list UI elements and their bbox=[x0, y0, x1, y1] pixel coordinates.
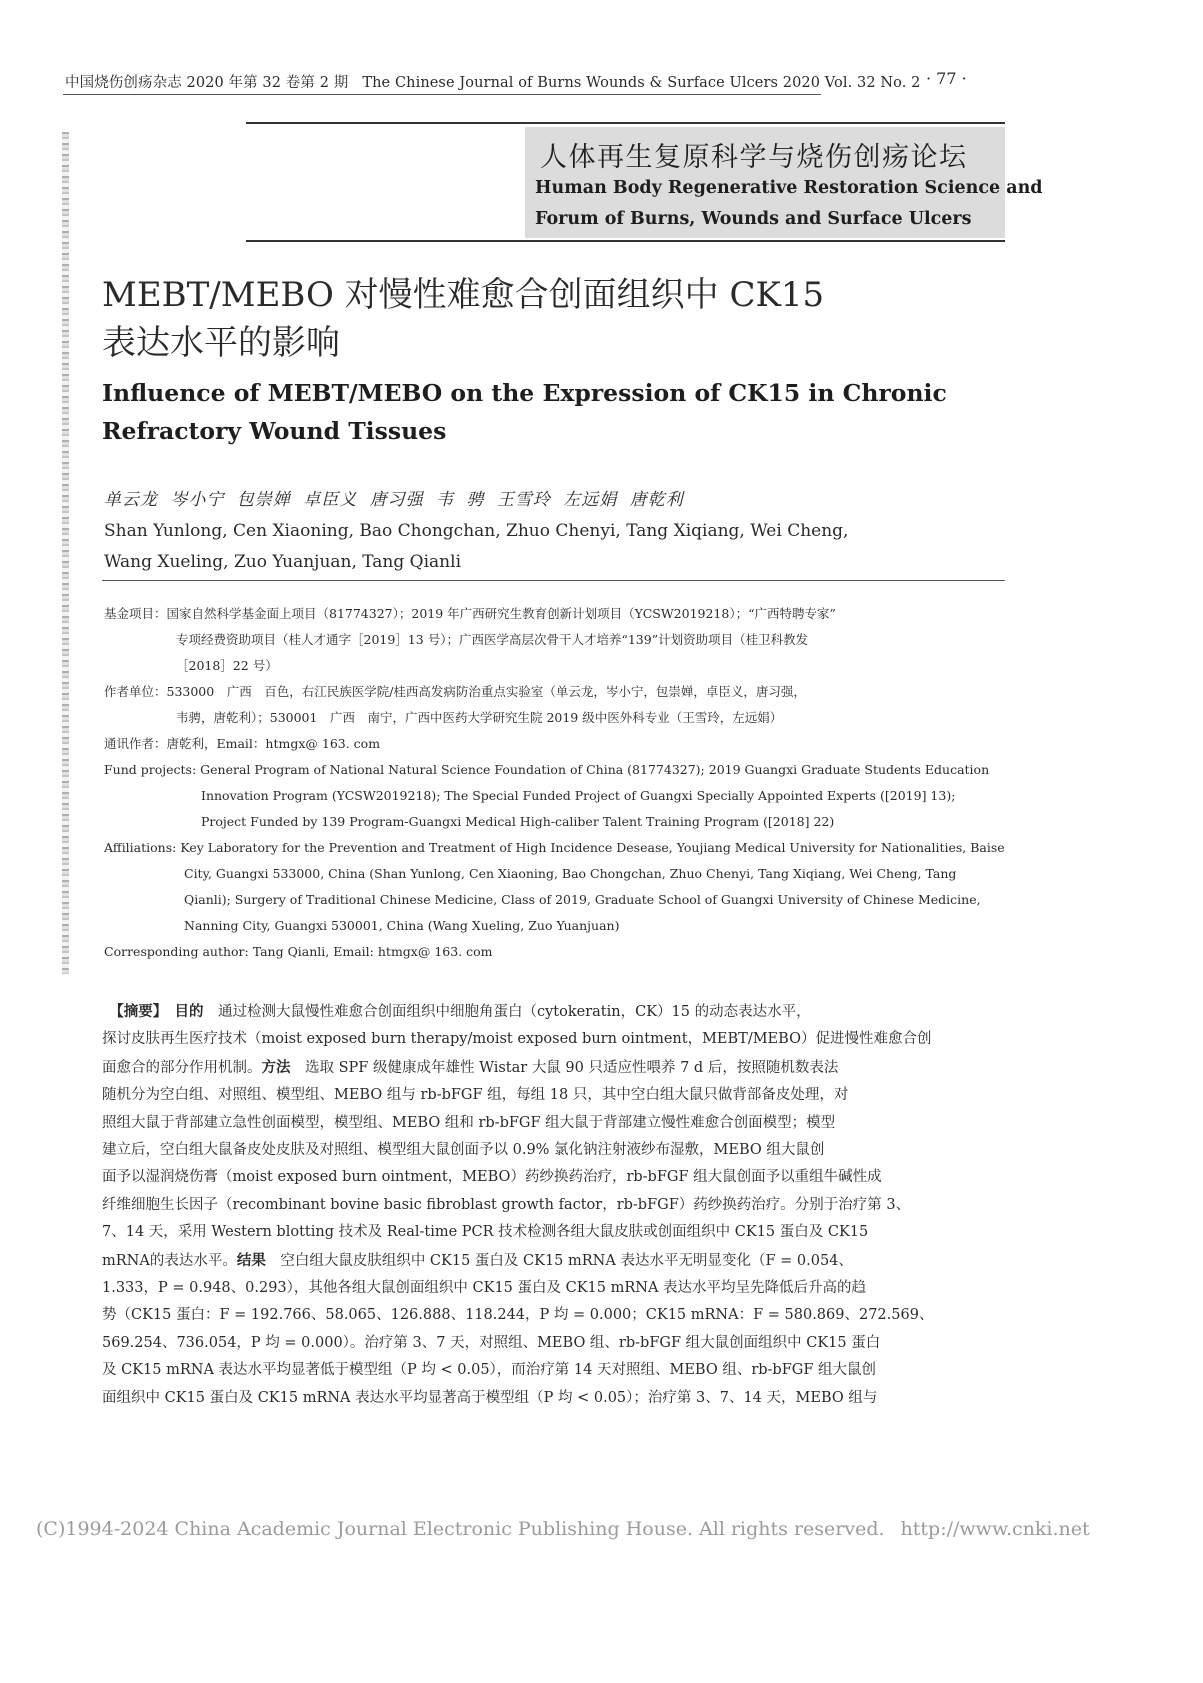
running-header bbox=[65, 71, 920, 92]
corresponding-en: Corresponding author: Tang Qianli, Email: htmgx@ 163. com bbox=[104, 944, 493, 959]
journal-name-en: The Chinese Journal of Burns Wounds & Surface Ulcers 2020 Vol. 32 No. 2 bbox=[362, 75, 921, 91]
forum-title-en-line2: Forum of Burns, Wounds and Surface Ulcers bbox=[535, 209, 972, 229]
fund-en-line2: Innovation Program (YCSW2019218); The Special Funded Project of Guangxi Specially Appointed Experts ([2019] 13); bbox=[201, 788, 956, 803]
fund-cn-line3: ［2018］22 号） bbox=[176, 658, 278, 673]
forum-title-cn: 人体再生复原科学与烧伤创疡论坛 bbox=[540, 142, 968, 173]
journal-name-cn: 中国烧伤创疡杂志 2020 年第 32 卷第 2 期 bbox=[65, 75, 349, 91]
article-title-en-line1: Influence of MEBT/MEBO on the Expression of CK15 in Chronic bbox=[102, 379, 947, 407]
fund-en-line3: Project Funded by 139 Program-Guangxi Medical High-caliber Talent Training Program ([2018] 22) bbox=[201, 814, 835, 829]
abstract-text: 选取 SPF 级健康成年雄性 Wistar 大鼠 90 只适应性喂养 7 d 后，按照随机数表法 bbox=[305, 1059, 839, 1076]
result-label: 结果 bbox=[236, 1251, 266, 1269]
abstract-text: 面愈合的部分作用机制。 bbox=[102, 1059, 262, 1076]
forum-title-en-line1: Human Body Regenerative Restoration Science and bbox=[535, 178, 1043, 198]
cnki-url: http://www.cnki.net bbox=[900, 1518, 1090, 1540]
abstract-line bbox=[102, 998, 966, 1026]
article-title-en-line2: Refractory Wound Tissues bbox=[102, 417, 447, 445]
abstract-text: 空白组大鼠皮肤组织中 CK15 蛋白及 CK15 mRNA 表达水平无明显变化（F = 0.054、 bbox=[280, 1252, 853, 1269]
authors-en-line2: Wang Xueling, Zuo Yuanjuan, Tang Qianli bbox=[104, 552, 461, 572]
affil-en-line3: Qianli); Surgery of Traditional Chinese Medicine, Class of 2019, Graduate School of Guangxi University of Chinese Medicine, bbox=[184, 892, 981, 907]
abstract-line bbox=[102, 1054, 966, 1082]
abstract-line: 1.333，P = 0.948、0.293），其他各组大鼠创面组织中 CK15 蛋白及 CK15 mRNA 表达水平均呈先降低后升高的趋 bbox=[102, 1280, 867, 1297]
forum-top-rule bbox=[246, 122, 1005, 124]
authors-cn: 单云龙 岑小宁 包崇婵 卓臣义 唐习强 韦 骋 王雪玲 左远娟 唐乾利 bbox=[104, 490, 684, 510]
method-label: 方法 bbox=[261, 1058, 291, 1076]
article-metadata bbox=[104, 601, 1005, 965]
fund-en-line1: Fund projects: General Program of National Natural Science Foundation of China (81774327); 2019 Guangxi Graduate Students Education bbox=[104, 762, 990, 777]
abstract-label: 【摘要】 bbox=[116, 1003, 160, 1020]
authors-en-line1: Shan Yunlong, Cen Xiaoning, Bao Chongchan, Zhuo Chenyi, Tang Xiqiang, Wei Cheng, bbox=[104, 521, 849, 541]
abstract-line: 势（CK15 蛋白：F = 192.766、58.065、126.888、118.244，P 均 = 0.000；CK15 mRNA：F = 580.869、272.569、 bbox=[102, 1307, 934, 1324]
abstract-line: 面予以湿润烧伤膏（moist exposed burn ointment，MEBO）药纱换药治疗，rb-bFGF 组大鼠创面予以重组牛碱性成 bbox=[102, 1169, 882, 1186]
fund-cn-line1: 基金项目：国家自然科学基金面上项目（81774327）；2019 年广西研究生教育创新计划项目（YCSW2019218）；“广西特聘专家” bbox=[104, 606, 836, 621]
article-title-cn-line2: 表达水平的影响 bbox=[102, 323, 340, 363]
abstract-line: 探讨皮肤再生医疗技术（moist exposed burn therapy/moist exposed burn ointment，MEBT/MEBO）促进慢性难愈合创 bbox=[102, 1031, 932, 1048]
abstract-line: 7、14 天，采用 Western blotting 技术及 Real-time PCR 技术检测各组大鼠皮肤或创面组织中 CK15 蛋白及 CK15 bbox=[102, 1224, 869, 1241]
abstract-text: 通过检测大鼠慢性难愈合创面组织中细胞角蛋白（cytokeratin，CK）15 的动态表达水平， bbox=[218, 1004, 811, 1020]
page-number: · 77 · bbox=[926, 69, 967, 88]
header-rule bbox=[63, 94, 821, 95]
scan-edge-strip bbox=[62, 132, 69, 974]
article-title-cn-line1: MEBT/MEBO 对慢性难愈合创面组织中 CK15 bbox=[102, 275, 825, 315]
abstract-line: 建立后，空白组大鼠备皮处皮肤及对照组、模型组大鼠创面予以 0.9% 氯化钠注射液纱布湿敷，MEBO 组大鼠创 bbox=[102, 1142, 825, 1159]
copyright-footer bbox=[36, 1518, 1090, 1540]
affil-en-line1: Affiliations: Key Laboratory for the Prevention and Treatment of High Incidence Desease, Youjiang Medical University for Nationalities, Baise bbox=[104, 840, 1005, 855]
abstract-line: 随机分为空白组、对照组、模型组、MEBO 组与 rb-bFGF 组，每组 18 只，其中空白组大鼠只做背部备皮处理，对 bbox=[102, 1087, 849, 1104]
article-title-cn bbox=[102, 271, 824, 367]
fund-cn-line2: 专项经费资助项目（桂人才通字［2019］13 号）；广西医学高层次骨干人才培养“139”计划资助项目（桂卫科教发 bbox=[176, 632, 809, 647]
abstract-text: mRNA的表达水平。 bbox=[102, 1252, 237, 1269]
affil-cn-line1: 作者单位：533000 广西 百色，右江民族医学院/桂西高发病防治重点实验室（单云龙，岑小宁，包崇婵，卓臣义，唐习强， bbox=[104, 684, 806, 699]
affil-en-line4: Nanning City, Guangxi 530001, China (Wang Xueling, Zuo Yuanjuan) bbox=[184, 918, 620, 933]
abstract-line: 面组织中 CK15 蛋白及 CK15 mRNA 表达水平均显著高于模型组（P 均 < 0.05）；治疗第 3、7、14 天，MEBO 组与 bbox=[102, 1389, 878, 1406]
affil-cn-line2: 韦骋，唐乾利）；530001 广西 南宁，广西中医药大学研究生院 2019 级中医外科专业（王雪玲，左远娟） bbox=[176, 710, 783, 725]
abstract-line: 及 CK15 mRNA 表达水平均显著低于模型组（P 均 < 0.05），而治疗第 14 天对照组、MEBO 组、rb-bFGF 组大鼠创 bbox=[102, 1362, 877, 1379]
forum-bottom-rule bbox=[246, 240, 1005, 242]
authors-rule bbox=[102, 580, 1005, 581]
corresponding-cn: 通讯作者：唐乾利，Email：htmgx@ 163. com bbox=[104, 736, 381, 751]
copyright-text: (C)1994-2024 China Academic Journal Electronic Publishing House. All rights reserved. bbox=[36, 1518, 885, 1540]
abstract-line bbox=[102, 1247, 966, 1275]
abstract-line: 纤维细胞生长因子（recombinant bovine basic fibroblast growth factor，rb-bFGF）药纱换药治疗。分别于治疗第 3、 bbox=[102, 1196, 911, 1213]
abstract-line: 照组大鼠于背部建立急性创面模型，模型组、MEBO 组和 rb-bFGF 组大鼠于背部建立慢性难愈合创面模型；模型 bbox=[102, 1114, 836, 1131]
aim-label: 目的 bbox=[174, 1003, 204, 1020]
article-title-en bbox=[102, 374, 947, 450]
abstract-line: 569.254、736.054，P 均 = 0.000）。治疗第 3、7 天，对照组、MEBO 组、rb-bFGF 组大鼠创面组织中 CK15 蛋白 bbox=[102, 1334, 881, 1351]
authors-en bbox=[104, 516, 848, 578]
abstract bbox=[102, 998, 966, 1412]
affil-en-line2: City, Guangxi 533000, China (Shan Yunlong, Cen Xiaoning, Bao Chongchan, Zhuo Chenyi, Tang Xiqiang, Wei Cheng, Tang bbox=[184, 866, 957, 881]
